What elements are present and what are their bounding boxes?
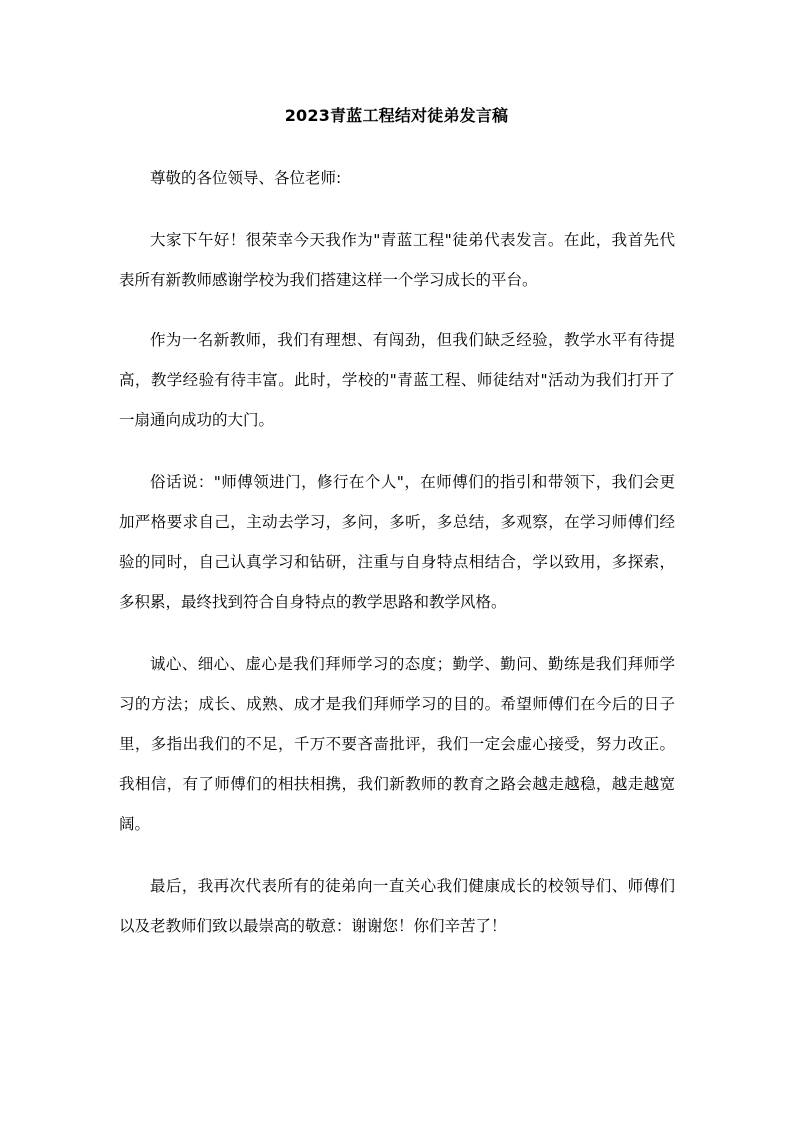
document-title: 2023青蓝工程结对徒弟发言稿 bbox=[284, 106, 509, 125]
paragraph-proverb: 俗话说："师傅领进门，修行在个人"，在师傅们的指引和带领下，我们会更加严格要求自己，主动去学习，多问，多听，多总结，多观察，在学习师傅们经验的同时，自己认真学习和钻研，注重与自身特点相结合，学以致用，多探索，多积累，最终找到符合自身特点的教学思路和教学风格。 bbox=[119, 473, 675, 611]
paragraph-new-teacher: 作为一名新教师，我们有理想、有闯劲，但我们缺乏经验，教学水平有待提高，教学经验有待丰富。此时，学校的"青蓝工程、师徒结对"活动为我们打开了一扇通向成功的大门。 bbox=[119, 331, 675, 429]
paragraph-attitude: 诚心、细心、虚心是我们拜师学习的态度；勤学、勤问、勤练是我们拜师学习的方法；成长、成熟、成才是我们拜师学习的目的。希望师傅们在今后的日子里，多指出我们的不足，千万不要吝啬批评，我们一定会虚心接受，努力改正。我相信，有了师傅们的相扶相携，我们新教师的教育之路会越走越稳，越走越宽阔。 bbox=[119, 655, 675, 833]
paragraph-closing: 最后，我再次代表所有的徒弟向一直关心我们健康成长的校领导们、师傅们以及老教师们致以最崇高的敬意：谢谢您！你们辛苦了！ bbox=[119, 877, 675, 935]
paragraph-greeting: 大家下午好！很荣幸今天我作为"青蓝工程"徒弟代表发言。在此，我首先代表所有新教师感谢学校为我们搭建这样一个学习成长的平台。 bbox=[119, 231, 675, 289]
salutation: 尊敬的各位领导、各位老师: bbox=[150, 169, 342, 187]
